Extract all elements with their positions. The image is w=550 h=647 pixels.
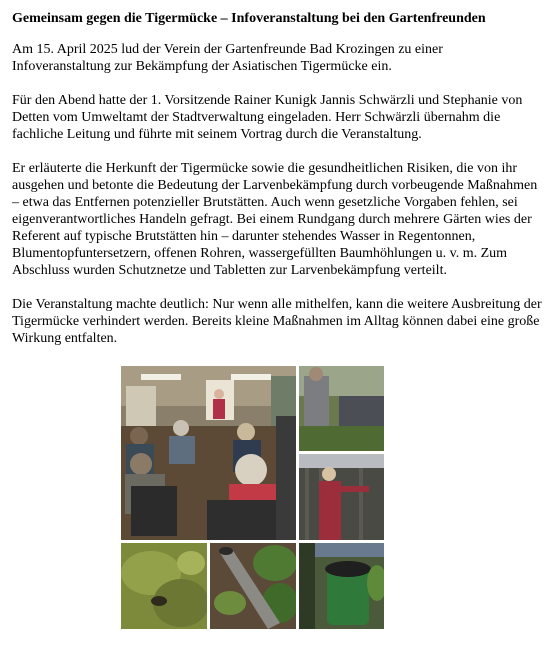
- paragraph-conclusion: Die Veranstaltung machte deutlich: Nur wenn alle mithelfen, kann die weitere Ausbreitung der Tigermücke verhindert werden. Bereits kleine Maßnahmen im Alltag können dabei eine große Wirkung entfalten.: [12, 297, 542, 346]
- paragraph-guests: Für den Abend hatte der 1. Vorsitzende Rainer Kunigk Jannis Schwärzli und Stephanie von Detten vom Umweltamt der Stadtverwaltung eingeladen. Herr Schwärzli übernahm die fachliche Leitung und führte mit seinem Vortrag durch die Veranstaltung.: [12, 93, 523, 142]
- photo-open-pipe: [210, 543, 296, 629]
- paragraph-intro: Am 15. April 2025 lud der Verein der Gartenfreunde Bad Krozingen zu einer Infoveranstaltung zur Bekämpfung der Asiatischen Tigermücke ein.: [12, 42, 443, 74]
- photo-rain-barrel: [299, 543, 384, 629]
- photo-garden-visit: [299, 366, 384, 451]
- photo-fence-inspection: [299, 454, 384, 540]
- paragraph-details: Er erläuterte die Herkunft der Tigermücke sowie die gesundheitlichen Risiken, die von ihr ausgehen und betonte die Bedeutung der Larvenbekämpfung durch vorbeugende Maßnahmen – etwa das Entfernen potenzieller Brutstätten. Auch wenn gesetzliche Vorgaben fehlen, sei eigenverantwortliches Handeln gefragt. Bei einem Rundgang durch mehrere Gärten wies der Referent auf typische Brutstätten hin – darunter stehendes Wasser in Regentonnen, Blumentopfuntersetzern, offenen Rohren, wassergefüllten Baumhöhlungen u. v. m. Zum Abschluss wurden Schutznetze und Tabletten zur Larvenbekämpfung verteilt.: [12, 161, 538, 278]
- photo-collage: [121, 366, 384, 629]
- photo-moss-tree-hole: [121, 543, 207, 629]
- document-page: [12, 10, 542, 364]
- photo-lecture-audience: [121, 366, 296, 540]
- article-title: Gemeinsam gegen die Tigermücke – Infoveranstaltung bei den Gartenfreunden: [12, 11, 486, 26]
